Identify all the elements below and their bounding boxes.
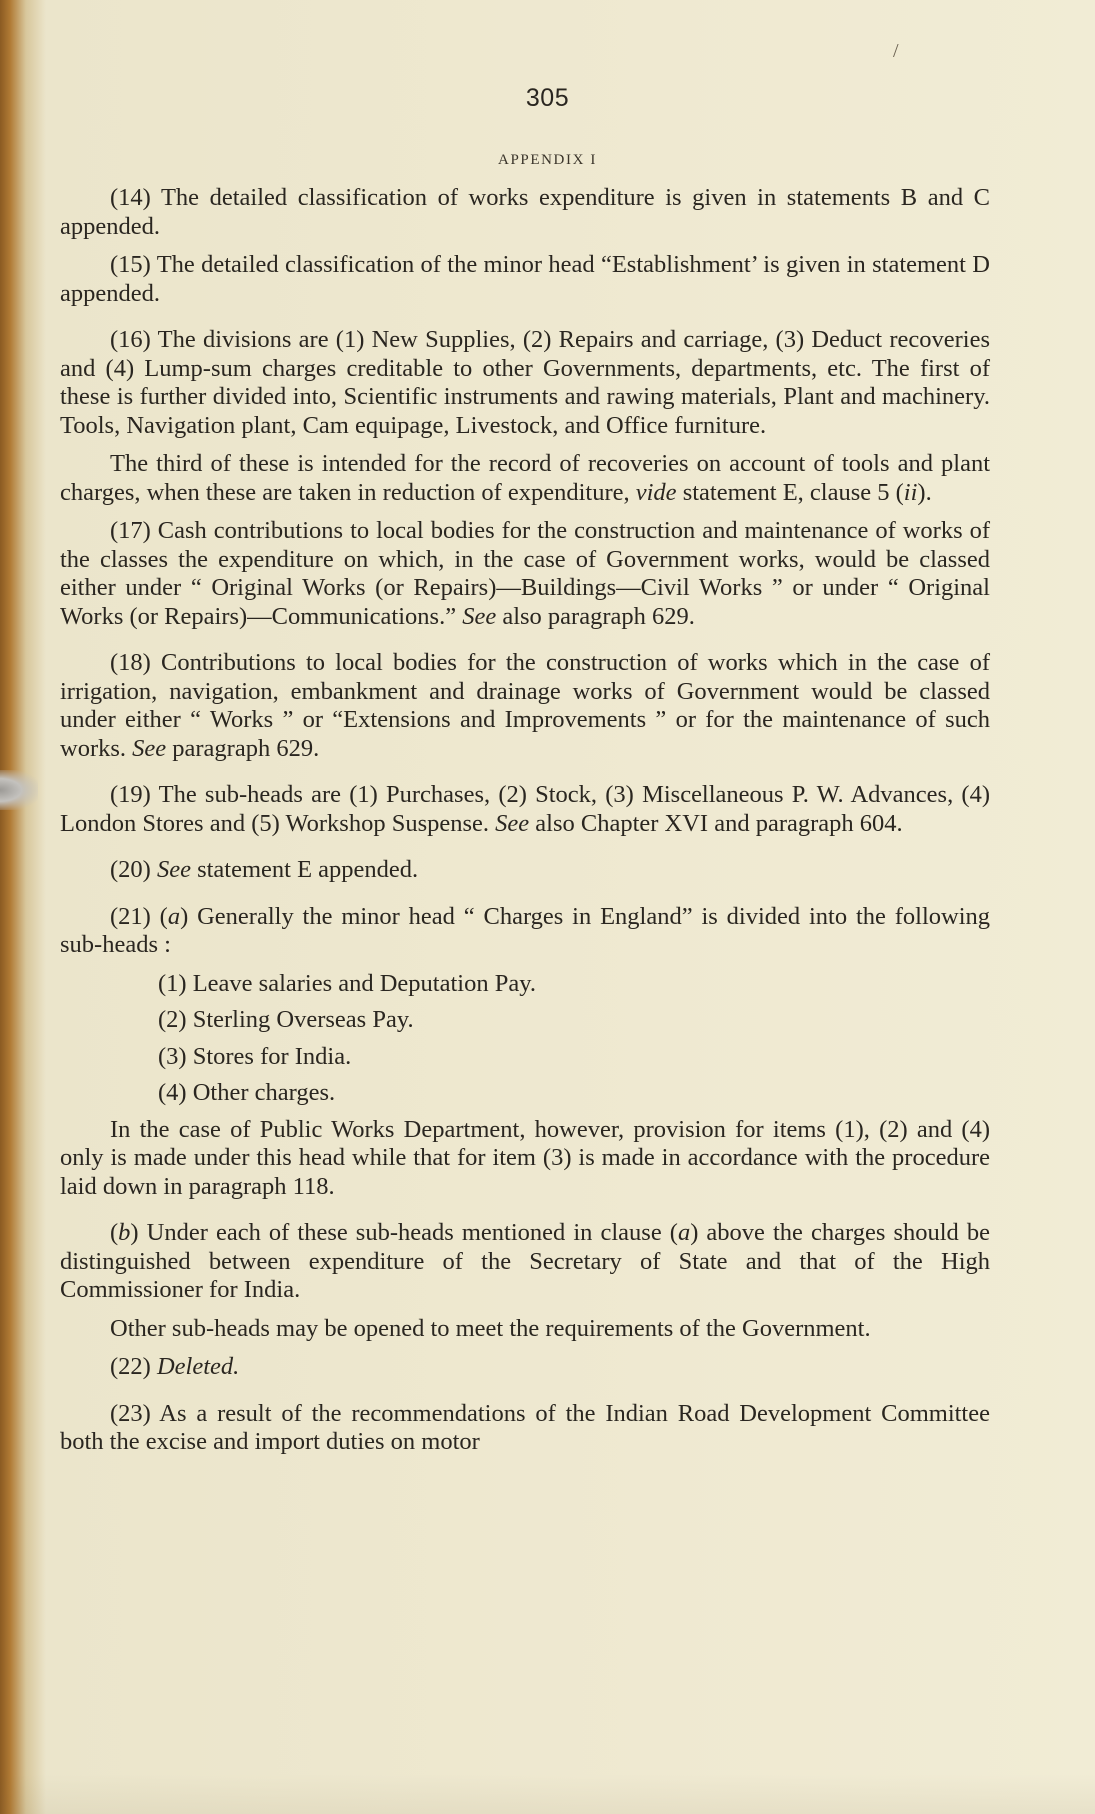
paragraph-text: The sub-heads are (1) Purchases, (2) Stock, (3) Miscellaneous P. W. Advances, (4) London Stores and (5) Workshop Suspense. (60, 781, 990, 837)
paragraph-text: also Chapter XVI and paragraph 604. (529, 809, 903, 837)
italic-term: a (167, 902, 181, 930)
paragraph-text: statement E, clause 5 ( (676, 478, 904, 506)
italic-term: See (495, 809, 530, 837)
paragraph-text: The detailed classification of the minor head “Establishment’ is given in statement D appended. (60, 251, 990, 307)
paragraph-text: The divisions are (1) New Supplies, (2) Repairs and carriage, (3) Deduct recoveries and (4) Lump-sum charges creditable to other Governments, departments, etc. The first of these is further divided into, Scientific instruments and rawing materials, Plant and machinery. Tools, Navigation plant, Cam equipage, Livestock, and Office furniture. (60, 326, 990, 439)
subhead-text: (2) Sterling Overseas Pay. (158, 1006, 414, 1033)
paragraph-14 (60, 184, 990, 241)
running-head: APPENDIX I (498, 152, 597, 168)
paragraph-20 (60, 856, 990, 885)
stray-mark: / (893, 40, 899, 62)
paragraph-18 (60, 649, 990, 763)
paragraph-16 (60, 326, 990, 440)
paragraph-text: Other sub-heads may be opened to meet the requirements of the Government. (110, 1314, 871, 1342)
paragraph-text: paragraph 629. (166, 734, 320, 762)
paragraph-17 (60, 517, 990, 631)
subhead-text: (1) Leave salaries and Deputation Pay. (158, 969, 537, 997)
subhead-item (60, 1043, 990, 1072)
paragraph-text: statement E appended. (190, 856, 419, 883)
paragraph-text: also paragraph 629. (496, 602, 695, 630)
paragraph-22 (60, 1353, 990, 1382)
paragraph-number: (19) (110, 781, 151, 808)
paragraph-text: The detailed classification of works expenditure is given in statements B and C appended. (60, 184, 990, 240)
body-text (60, 184, 990, 1475)
paragraph-21 (60, 903, 990, 960)
paragraph-number: (20) (110, 856, 151, 883)
italic-term: vide (635, 478, 677, 506)
paragraph-text: The third of these is intended for the record of recoveries on account of tools and plant charges, when these are taken in reduction of expenditure, (60, 450, 990, 506)
paragraph-number: (18) (110, 649, 151, 676)
paragraph-text: As a result of the recommendations of the Indian Road Development Committee both the excise and import duties on motor (60, 1399, 990, 1455)
paragraph-number: (22) (110, 1353, 151, 1380)
paragraph-number: (17) (110, 517, 151, 544)
subhead-item (60, 1079, 990, 1108)
subhead-text: (3) Stores for India. (158, 1042, 352, 1070)
paragraph-text: In the case of Public Works Department, however, provision for items (1), (2) and (4) only is made under this head while that for item (3) is made in accordance with the procedure laid down in paragraph 118. (60, 1115, 990, 1200)
paragraph-number: (14) (110, 184, 151, 211)
subhead-item (60, 970, 990, 999)
paragraph-15 (60, 251, 990, 308)
paragraph-text: ) Generally the minor head “ Charges in England” is divided into the following sub-heads : (60, 902, 990, 958)
paragraph-number: (23) (110, 1399, 151, 1427)
paragraph-text: ( (110, 1219, 119, 1246)
italic-term: See (156, 856, 191, 883)
paragraph-number: (16) (110, 326, 151, 353)
paragraph-text: ) above the charges should be distinguished between expenditure of the Secretary of State and that of the High Commissioner for India. (60, 1219, 990, 1303)
paragraph-text: ). (917, 478, 932, 506)
page-bottom-shadow (0, 1774, 1095, 1814)
paragraph-21-b (60, 1219, 990, 1305)
paragraph-text: Contributions to local bodies for the construction of works which in the case of irrigation, navigation, embankment and drainage works of Government would be classed under either “ Works ” or “Extensions and Improvements ” or for the maintenance of such works. (60, 649, 990, 762)
paragraph-text: ( (150, 902, 168, 930)
paragraph-19 (60, 781, 990, 838)
subhead-item (60, 1006, 990, 1035)
paragraph-number: (15) (110, 251, 151, 278)
italic-term: Deleted. (156, 1353, 240, 1380)
paragraph-number: (21) (110, 902, 151, 930)
italic-term: b (118, 1219, 131, 1246)
paragraph-text: ) Under each of these sub-heads mentioned in clause ( (130, 1219, 678, 1246)
paragraph-21-note (60, 1116, 990, 1202)
paragraph-23 (60, 1400, 990, 1457)
italic-term: a (677, 1219, 691, 1246)
italic-term: See (462, 602, 497, 630)
binding-fold-shadow (0, 770, 38, 810)
paragraph-16-continued (60, 450, 990, 507)
italic-term: ii (903, 478, 918, 506)
paragraph-21-other (60, 1315, 990, 1344)
page-number: 305 (525, 84, 570, 112)
subhead-text: (4) Other charges. (158, 1079, 336, 1106)
paragraph-text: Cash contributions to local bodies for the construction and maintenance of works of the classes the expenditure on which, in the case of Government works, would be classed either under “ Original Works (or Repairs)—Buildings—Civil Works ” or under “ Original Works (or Repairs)—Communications.” (60, 517, 990, 630)
italic-term: See (132, 734, 167, 762)
